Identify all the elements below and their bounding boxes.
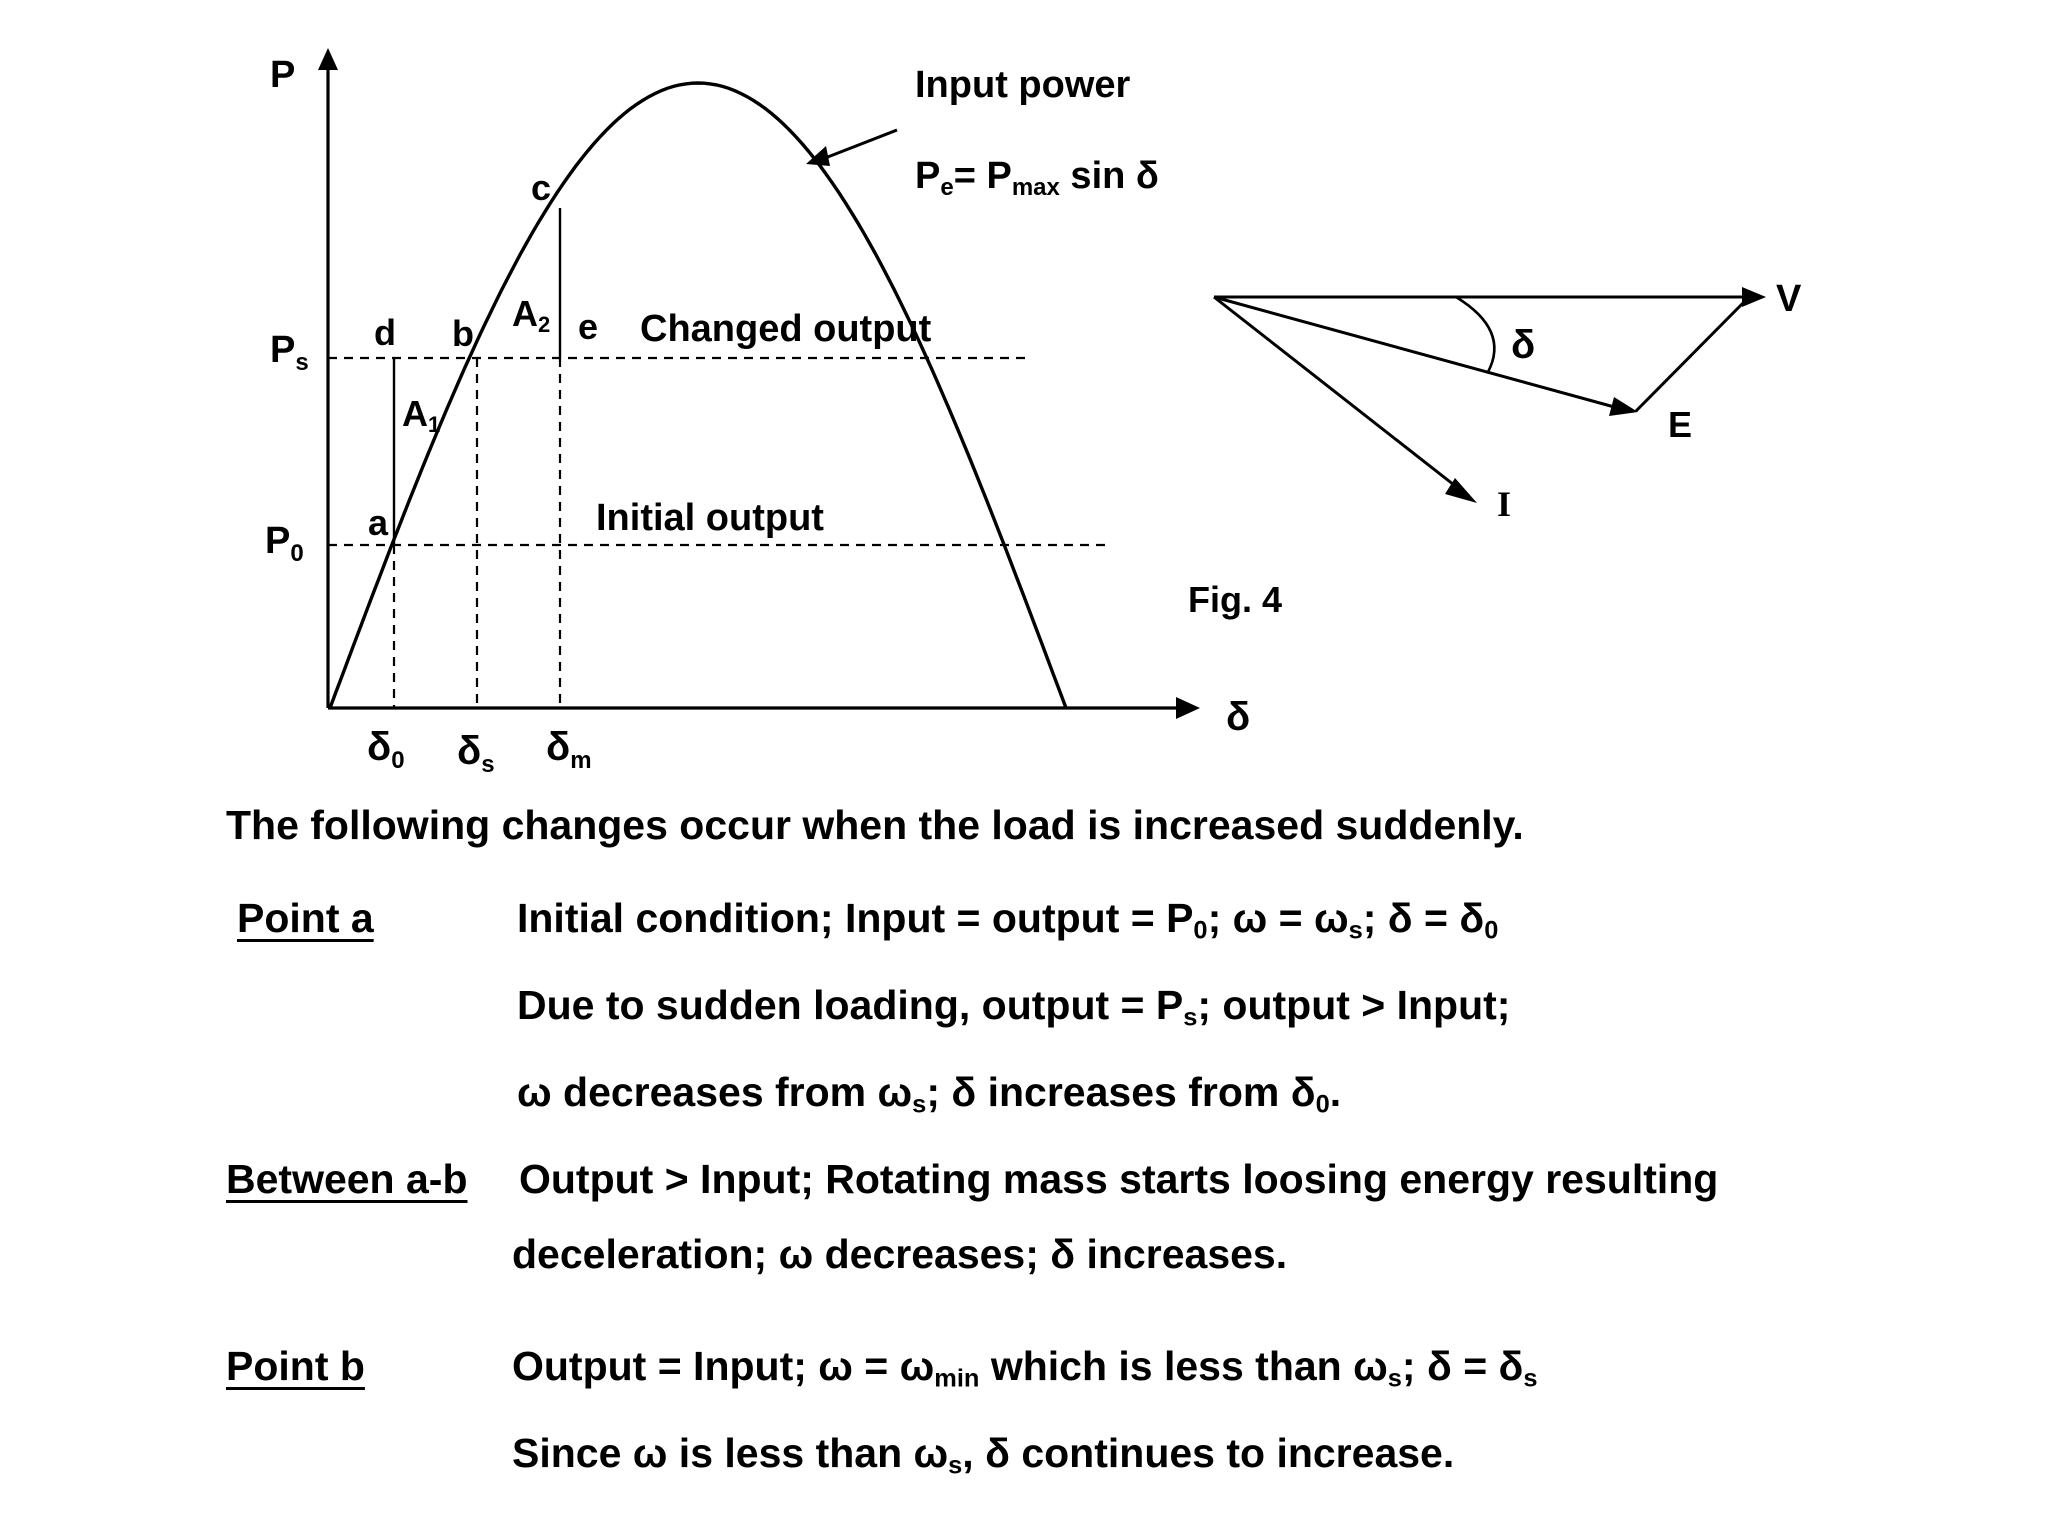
point-a-marker: a [368,502,389,543]
phasor-e-label: E [1668,404,1693,445]
point-b-line-2: Since ω is less than $\omega_s$, δ continues to increase. [512,1430,1455,1480]
between-ab-line-1: Output > Input; Rotating mass starts loosing energy resulting [519,1156,1719,1202]
input-power-pointer [820,130,897,160]
point-a-line-3: ω decreases from $\omega_s$; δ increases from $\delta_0$. [517,1069,1342,1119]
phasor-e-arrow-icon [1609,397,1638,416]
delta-axis-arrow-icon [1176,697,1200,719]
delta-axis-label: δ [1226,695,1251,739]
point-a-line-1: Initial condition; Input = output = $P_0$; $\omega = \omega_s$; $\delta = \delta_0$ [517,895,1499,945]
initial-output-label: Initial output [596,497,824,539]
area-a1-label: A1 [402,393,441,437]
intro-sentence: The following changes occur when the load is increased suddenly. [226,802,1524,848]
input-power-pointer-arrow-icon [806,146,830,166]
input-power-label: Input power [915,64,1131,106]
delta-0-label: $\delta_0$ [367,725,405,774]
phasor-i-line [1214,297,1463,492]
phasor-angle-arc [1456,297,1494,372]
phasor-i-label: I [1497,484,1512,524]
between-ab-line-2: deceleration; ω decreases; δ increases. [512,1231,1288,1277]
point-b-label: Point b [226,1343,365,1389]
phasor-ev-line [1636,300,1746,411]
phasor-e-line [1214,297,1618,408]
p-axis-label: P [270,54,296,96]
delta-m-label: $\delta_m$ [546,725,592,774]
changed-output-label: Changed output [640,308,932,350]
p-s-label: $P_s$ [270,329,309,376]
phasor-delta-label: δ [1511,323,1536,367]
p-0-label: $P_0$ [265,520,304,567]
p-axis-arrow-icon [318,48,338,70]
fig-label: Fig. 4 [1188,579,1283,620]
point-b-line-1: Output = Input; $\omega = \omega_{min}$ which is less than $\omega_s$; $\delta = \delta_s$ [512,1343,1538,1393]
point-a-label: Point a [237,895,374,941]
between-ab-label: Between a-b [226,1156,468,1202]
point-d-marker: d [374,312,396,353]
point-c-marker: c [531,167,552,208]
point-a-line-2: Due to sudden loading, output = $P_s$; output > Input; [517,982,1511,1032]
area-a2-label: A2 [512,293,551,337]
phasor-v-arrow-icon [1742,287,1766,307]
equation-label: Pe= Pmax sin δ [915,155,1159,201]
point-b-marker: b [452,313,474,354]
point-e-marker: e [578,306,599,347]
delta-s-label: $\delta_s$ [457,729,495,778]
phasor-v-label: V [1776,278,1802,320]
